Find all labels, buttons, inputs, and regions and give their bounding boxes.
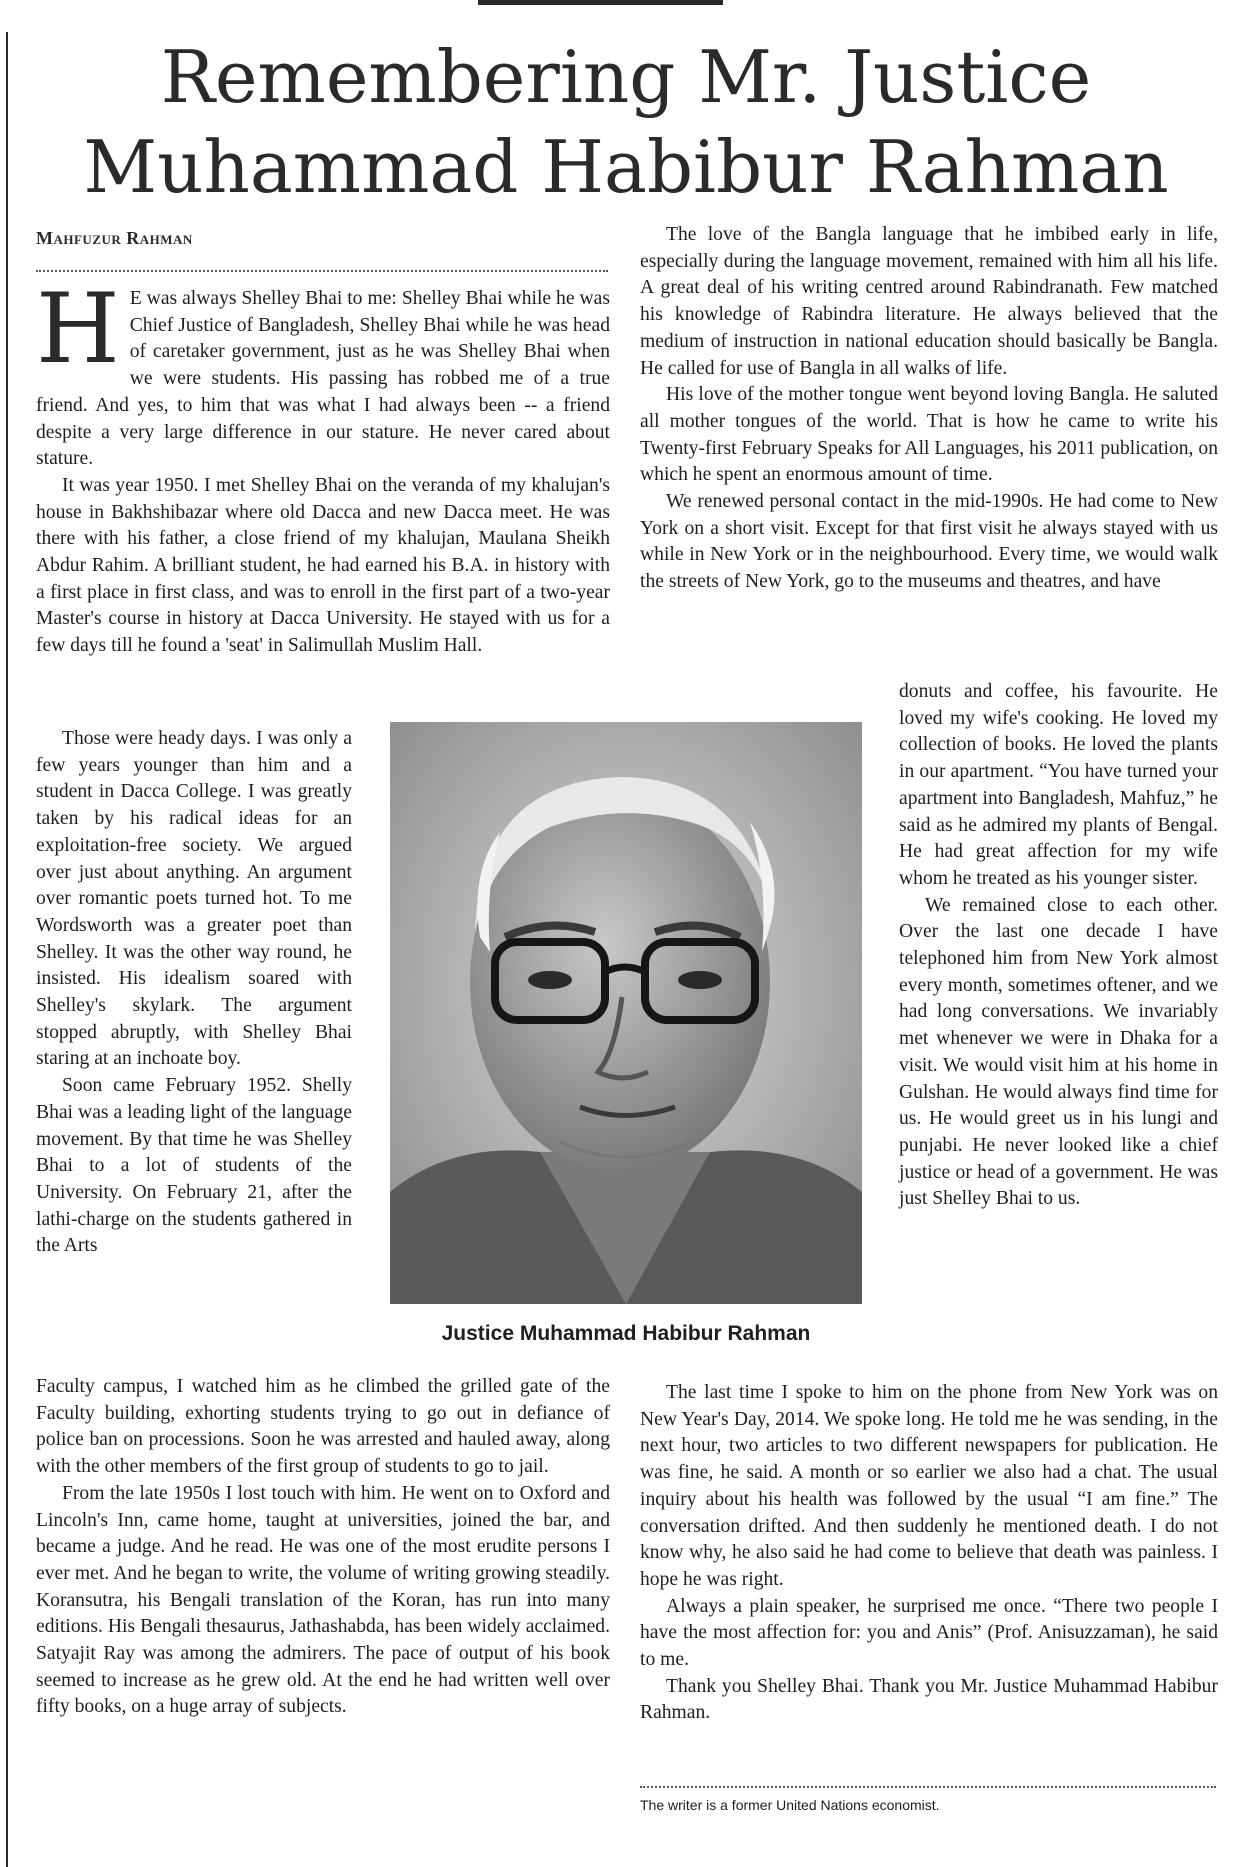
right-column-bottom: [640, 1380, 1218, 1727]
paragraph-8b: donuts and coffee, his favourite. He loved my wife's cooking. He loved my collection of books. He loved the plants in our apartment. “You have turned your apartment into Bangladesh, Mahfuz,” he said as he admired my plants of Bengal. He had great affection for my wife whom he treated as his younger sister.: [899, 681, 1218, 889]
top-rule: [478, 0, 723, 5]
paragraph-7: His love of the mother tongue went beyond loving Bangla. He saluted all mother tongues of the world. That is how he came to write his Twenty-first February Speaks for All Languages, his 2011 publication, on which he spent an enormous amount of time.: [640, 384, 1218, 486]
left-rule: [6, 32, 8, 1867]
portrait-photo: [390, 722, 862, 1304]
right-column-top: [640, 222, 1218, 596]
paragraph-12: Thank you Shelley Bhai. Thank you Mr. Justice Muhammad Habibur Rahman.: [640, 1675, 1218, 1724]
left-column-narrow: [36, 726, 352, 1260]
paragraph-4a: Soon came February 1952. Shelly Bhai was a leading light of the language movement. By that time he was Shelley Bhai to a lot of students of the University. On February 21, after the lathi-charge on the students gathered in the Arts: [36, 1075, 352, 1257]
paragraph-3: Those were heady days. I was only a few years younger than him and a student in Dacca College. I was greatly taken by his radical ideas for an exploitation-free society. We argued over just about anything. An argument over romantic poets turned hot. To me Wordsworth was a greater poet than Shelley. It was the other way round, he insisted. His idealism soared with Shelley's skylark. The argument stopped abruptly, with Shelley Bhai staring at an inchoate boy.: [36, 728, 352, 1070]
paragraph-11: Always a plain speaker, he surprised me once. “There two people I have the most affection for: you and Anis” (Prof. Anisuzzaman), he said to me.: [640, 1595, 1218, 1671]
paragraph-8a: We renewed personal contact in the mid-1990s. He had come to New York on a short visit. Except for that first visit he always stayed with us while in New York or in the neighbourhood. Every time, we would walk the streets of New York, go to the museums and theatres, and have: [640, 491, 1218, 593]
paragraph-5: From the late 1950s I lost touch with him. He went on to Oxford and Lincoln's Inn, came home, taught at universities, joined the bar, and became a judge. And he read. He was one of the most erudite persons I ever met. And he began to write, the volume of writing growing steadily. Koransutra, his Bengali translation of the Koran, has run into many editions. His Bengali thesaurus, Jathashabda, has been widely acclaimed. Satyajit Ray was among the admirers. The pace of output of his book seemed to increase as he grew old. At the end he had written well over fifty books, on a huge array of subjects.: [36, 1482, 610, 1718]
photo-caption: Justice Muhammad Habibur Rahman: [441, 1322, 811, 1345]
portrait-illustration: [390, 722, 862, 1304]
paragraph-1-text: E was always Shelley Bhai to me: Shelley Bhai while he was Chief Justice of Bangladesh, Shelley Bhai while he was head of caretaker government, just as he was Shelley Bhai when we were students. His passing has robbed me of a true friend. And yes, to him that was what I had always been -- a friend despite a very large difference in our stature. He never cared about stature.: [36, 288, 610, 470]
article-title: [20, 32, 1232, 212]
paragraph-9: We remained close to each other. Over the last one decade I have telephoned him from New York almost every month, sometimes oftener, and we had long conversations. We invariably met whenever we were in Dhaka for a visit. We would visit him at his home in Gulshan. He would always find time for us. He would greet us in his lungi and punjabi. He never looked like a chief justice or head of a government. He was just Shelley Bhai to us.: [899, 894, 1218, 1210]
footnote: The writer is a former United Nations economist.: [640, 1797, 940, 1813]
byline-divider: [36, 270, 608, 272]
drop-cap: H: [36, 273, 120, 385]
left-column-bottom: [36, 1374, 610, 1721]
right-column-narrow: [899, 679, 1218, 1213]
byline: Mahfuzur Rahman: [36, 228, 193, 248]
paragraph-6: The love of the Bangla language that he imbibed early in life, especially during the language movement, remained with him all his life. A great deal of his writing centred around Rabindranath. Few matched his knowledge of Rabindra literature. He always believed that the medium of instruction in national education should basically be Bangla. He called for use of Bangla in all walks of life.: [640, 224, 1218, 379]
paragraph-2: It was year 1950. I met Shelley Bhai on the veranda of my khalujan's house in Bakhshibazar where old Dacca and new Dacca meet. He was there with his father, a close friend of my khalujan, Maulana Sheikh Abdur Rahim. A brilliant student, he had earned his B.A. in history with a first place in first class, and was to enroll in the first part of a two-year Master's course in history at Dacca University. He stayed with us for a few days till he found a 'seat' in Salimullah Muslim Hall.: [36, 474, 610, 657]
footnote-divider: [640, 1786, 1216, 1788]
paragraph-10: The last time I spoke to him on the phone from New York was on New Year's Day, 2014. We spoke long. He told me he was sending, in the next hour, two articles to two different newspapers for publication. He was fine, he said. A month or so earlier we also had a chat. The usual inquiry about his health was followed by the usual “I am fine.” The conversation drifted. And then suddenly he mentioned death. I do not know why, he also said he had come to believe that death was painless. I hope he was right.: [640, 1382, 1218, 1590]
title-line-1: Remembering Mr. Justice: [160, 35, 1092, 119]
paragraph-4b: Faculty campus, I watched him as he climbed the grilled gate of the Faculty building, exhorting students trying to go out in defiance of police ban on processions. Soon he was arrested and hauled away, along with the other members of the first group of students to go to jail.: [36, 1376, 610, 1478]
paragraph-1: [36, 273, 610, 473]
title-line-2: Muhammad Habibur Rahman: [83, 125, 1169, 209]
left-column-top: [36, 273, 610, 660]
